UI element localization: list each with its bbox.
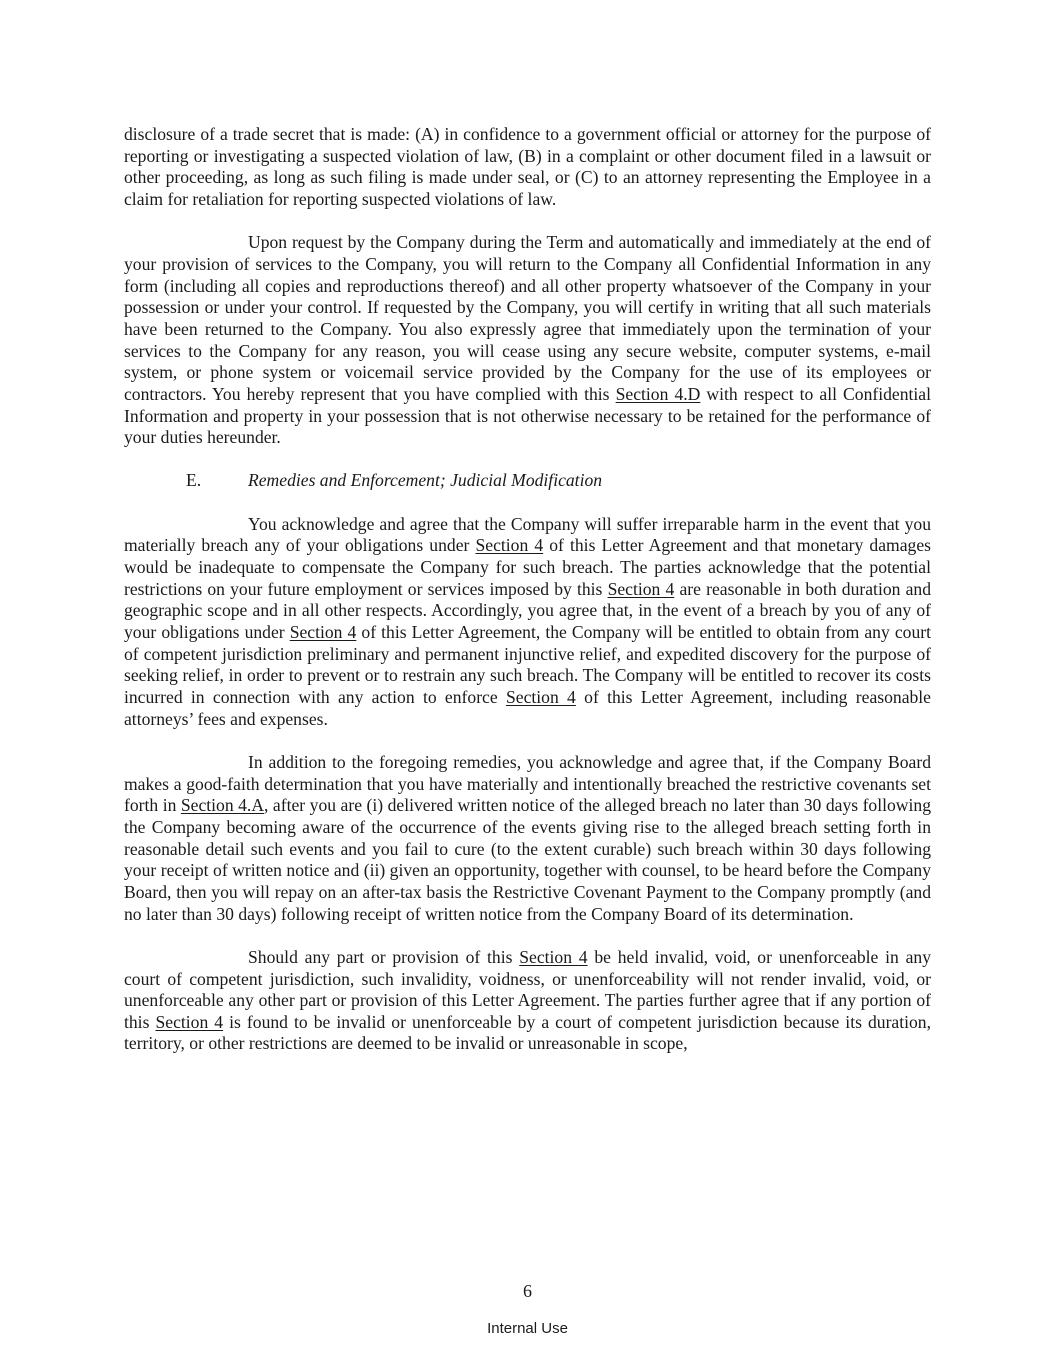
paragraph xyxy=(124,514,931,731)
paragraph-text: of this Letter Agreement, the Company will be entitled to obtain from any court of competent jurisdiction preliminary and permanent injunctive relief, and expedited discovery for the purpose of seeking relief, in order to prevent or to restrain any such breach. The Company will be entitled to recover its costs incurred in connection with any action to enforce xyxy=(124,622,931,708)
section-cross-reference-link[interactable]: Section 4 xyxy=(155,1011,224,1032)
document-body xyxy=(124,124,931,1077)
paragraph xyxy=(124,947,931,1055)
paragraph-text: , after you are (i) delivered written notice of the alleged breach no later than 30 days following the Company becoming aware of the occurrence of the events giving rise to the alleged breach setting forth in reasonable detail such events and you fail to cure (to the extent curable) such breach within 30 days following your receipt of written notice and (ii) given an opportunity, together with counsel, to be heard before the Company Board, then you will repay on an after-tax basis the Restrictive Covenant Payment to the Company promptly (and no later than 30 days) following receipt of written notice from the Company Board of its determination. xyxy=(124,795,931,924)
paragraph-text: In addition to the foregoing remedies, you acknowledge and agree that, if the Company Board makes a good-faith determination that you have materially and intentionally breached the restrictive covenants set forth in xyxy=(124,751,931,816)
paragraph-text: with respect to all Confidential Information and property in your possession that is not otherwise necessary to be retained for the performance of your duties hereunder. xyxy=(124,383,932,448)
page-number: 6 xyxy=(523,1281,532,1301)
paragraph xyxy=(124,124,931,211)
paragraph xyxy=(124,752,931,925)
paragraph-text: are reasonable in both duration and geographic scope and in all other respects. Accordingly, you agree that, in the event of a breach by you of any of your obligations under xyxy=(124,578,931,643)
section-cross-reference-link[interactable]: Section 4.D xyxy=(615,383,701,404)
classification-footer: Internal Use xyxy=(487,1320,568,1337)
section-heading-title: Remedies and Enforcement; Judicial Modification xyxy=(248,470,603,491)
paragraph-text: Upon request by the Company during the Term and automatically and immediately at the end of your provision of services to the Company, you will return to the Company all Confidential Information in any form (including all copies and reproductions thereof) and all other property whatsoever of the Company in your possession or under your control. If requested by the Company, you will certify in writing that all such materials have been returned to the Company. You also expressly agree that immediately upon the termination of your services to the Company for any reason, you will cease using any secure website, computer systems, e-mail system, or phone system or voicemail service provided by the Company for the use of its employees or contractors. You hereby represent that you have complied with this xyxy=(124,232,931,404)
paragraph-text: of this Letter Agreement and that monetary damages would be inadequate to compensate the Company for such breach. The parties acknowledge that the potential restrictions on your future employment or services imposed by this xyxy=(124,535,931,599)
paragraph-text: of this Letter Agreement, including reasonable attorneys’ fees and expenses. xyxy=(124,687,931,729)
paragraph-text: disclosure of a trade secret that is made: (A) in confidence to a government official or attorney for the purpose of reporting or investigating a suspected violation of law, (B) in a complaint or other document filed in a lawsuit or other proceeding, as long as such filing is made under seal, or (C) to an attorney representing the Employee in a claim for retaliation for reporting suspected violations of law. xyxy=(124,124,931,209)
section-cross-reference-link[interactable]: Section 4.A xyxy=(180,795,265,816)
section-cross-reference-link[interactable]: Section 4 xyxy=(475,535,544,556)
paragraph xyxy=(124,232,931,449)
paragraph-text: Should any part or provision of this xyxy=(248,946,520,967)
section-heading-number: E. xyxy=(186,470,202,491)
section-cross-reference-link[interactable]: Section 4 xyxy=(607,578,675,599)
paragraph-text: You acknowledge and agree that the Company will suffer irreparable harm in the event that you materially breach any of your obligations under xyxy=(124,513,931,556)
section-heading xyxy=(124,470,931,492)
section-cross-reference-link[interactable]: Section 4 xyxy=(519,946,588,967)
section-cross-reference-link[interactable]: Section 4 xyxy=(505,687,576,708)
paragraph-text: is found to be invalid or unenforceable by a court of competent jurisdiction because its duration, territory, or other restrictions are deemed to be invalid or unreasonable in scope, xyxy=(124,1011,932,1054)
section-cross-reference-link[interactable]: Section 4 xyxy=(289,622,357,643)
paragraph-text: be held invalid, void, or unenforceable in any court of competent jurisdiction, such invalidity, voidness, or unenforceability will not render invalid, void, or unenforceable any other part or provision of this Letter Agreement. The parties further agree that if any portion of this xyxy=(124,946,932,1032)
